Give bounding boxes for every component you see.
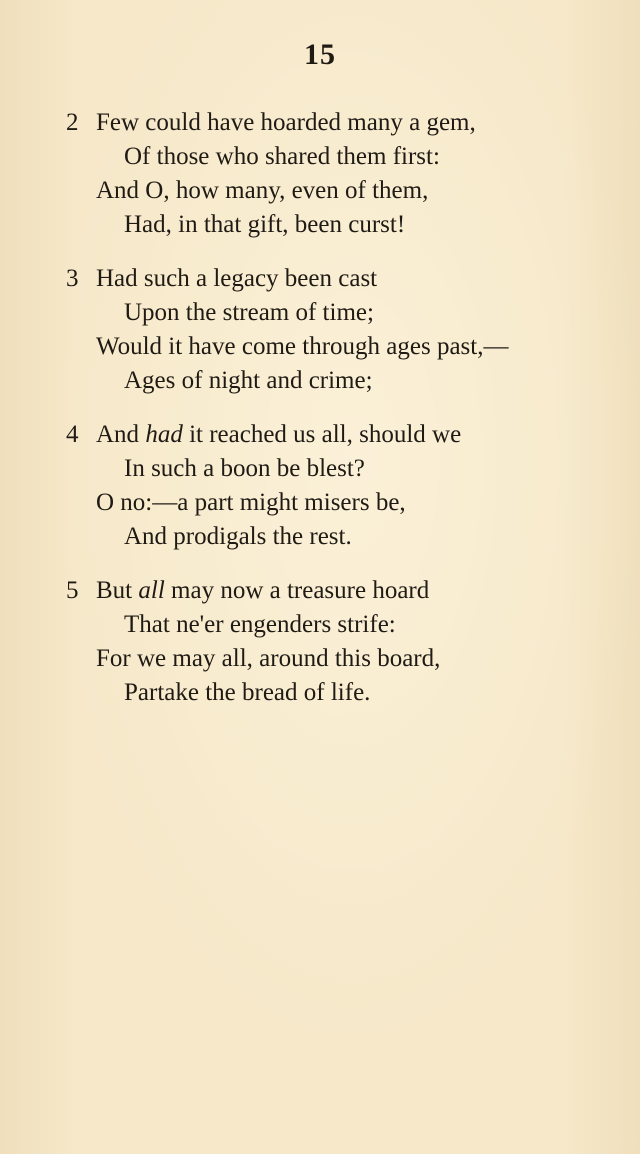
stanza-5 (66, 574, 586, 710)
line-text: Would it have come through ages past,— (96, 333, 509, 360)
stanza-line (66, 330, 586, 364)
line-text: And (96, 421, 140, 448)
stanza-line (66, 364, 586, 398)
line-text: Partake the bread of life. (124, 679, 371, 706)
stanza-line (66, 676, 586, 710)
line-text: Ages of night and crime; (124, 367, 373, 394)
stanza-line (66, 486, 586, 520)
line-text: But (96, 577, 133, 604)
stanza-number: 2 (66, 109, 79, 136)
stanza-line (66, 452, 586, 486)
line-text: Had, in that gift, been curst! (124, 211, 406, 238)
stanza-line (66, 140, 586, 174)
line-text: And O, how many, even of them, (96, 177, 429, 204)
stanza-line (66, 174, 586, 208)
line-text: O no:—a part might misers be, (96, 489, 406, 516)
stanza-line (66, 262, 586, 296)
line-text: may now a treasure hoard (171, 577, 430, 604)
line-text: Upon the stream of time; (124, 299, 374, 326)
page-number: 15 (304, 38, 336, 71)
stanza-line (66, 574, 586, 608)
line-text: it reached us all, should we (189, 421, 462, 448)
stanza-line (66, 208, 586, 242)
stanza-line (66, 608, 586, 642)
stanza-line (66, 106, 586, 140)
line-text: And prodigals the rest. (124, 523, 352, 550)
stanza-2 (66, 106, 586, 242)
line-text: That ne'er engenders strife: (124, 611, 396, 638)
stanza-line (66, 418, 586, 452)
stanza-number: 4 (66, 421, 79, 448)
stanza-line (66, 520, 586, 554)
line-text: Had such a legacy been cast (96, 265, 378, 292)
stanza-line (66, 296, 586, 330)
italic-word: had (145, 421, 183, 448)
italic-word: all (138, 577, 165, 604)
stanza-number: 5 (66, 577, 79, 604)
line-text: Of those who shared them first: (124, 143, 440, 170)
line-text: Few could have hoarded many a gem, (96, 109, 476, 136)
stanza-3 (66, 262, 586, 398)
stanza-number: 3 (66, 265, 79, 292)
stanza-line (66, 642, 586, 676)
line-text: In such a boon be blest? (124, 455, 365, 482)
line-text: For we may all, around this board, (96, 645, 441, 672)
stanza-4 (66, 418, 586, 554)
